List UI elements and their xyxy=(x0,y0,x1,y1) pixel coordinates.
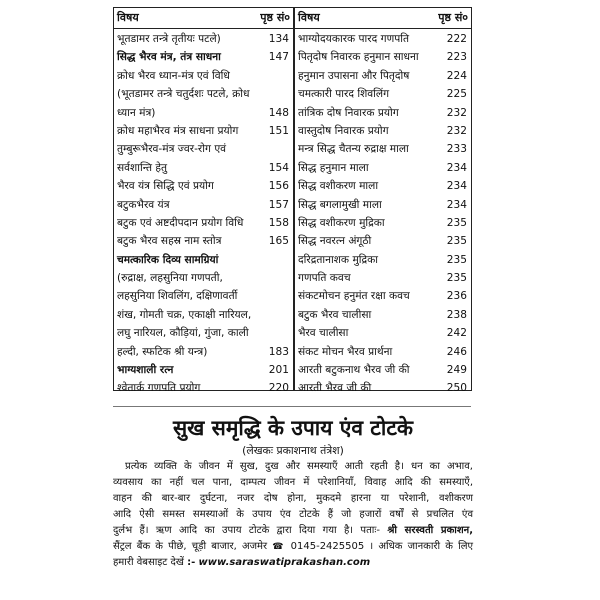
entry-title: बटुक भैरव चालीसा xyxy=(298,308,372,321)
entry-page-number: 165 xyxy=(268,235,289,248)
entry-title: हल्दी, स्फटिक श्री यन्त्र) xyxy=(117,345,208,358)
website-link[interactable]: www.saraswatiprakashan.com xyxy=(198,557,371,569)
entry-page-number: 148 xyxy=(268,106,289,119)
ad-line: आदि ऐसी समस्त समस्याओं के उपाय एंव टोटके हैं जो हजारों वर्षों से प्रचलित एंव xyxy=(113,508,473,520)
entry-page-number: 156 xyxy=(268,180,289,193)
section-divider xyxy=(113,406,471,407)
entry-title: तुम्बुरूभैरव-मंत्र ज्वर-रोग एवं xyxy=(117,143,227,156)
index-entry xyxy=(114,214,293,232)
phone-number: 0145-2425505 xyxy=(290,540,365,552)
index-entry xyxy=(295,159,471,177)
index-entry xyxy=(114,324,293,342)
index-entry xyxy=(295,196,471,214)
ad-line xyxy=(113,539,473,556)
entry-title: भूतडामर तन्त्रे तृतीयः पटले) xyxy=(117,33,221,45)
entry-page-number: 134 xyxy=(268,33,289,45)
entry-title: संकटमोचन हनुमंत रक्षा कवच xyxy=(298,290,410,303)
index-entry xyxy=(295,67,471,85)
entry-title: आरती भैरव जी की xyxy=(298,382,372,395)
ad-text: दुर्लभ हैं। ऋण आदि का उपाय टोटके द्वारा दिया गया है। पताः- xyxy=(113,524,380,536)
index-entry xyxy=(114,232,293,250)
entry-page-number: 157 xyxy=(268,198,289,211)
index-entry xyxy=(114,196,293,214)
index-entry xyxy=(295,104,471,122)
index-entry xyxy=(295,30,471,48)
entry-title: क्रोध महाभैरव मंत्र साधना प्रयोग xyxy=(117,124,239,137)
ad-body xyxy=(113,459,473,571)
index-entry xyxy=(295,343,471,361)
index-entry xyxy=(295,306,471,324)
entry-page-number: 242 xyxy=(446,327,467,340)
right-entries xyxy=(295,28,471,398)
entry-page-number: 235 xyxy=(446,272,467,285)
ad-text: हमारी वेबसाइट देखें xyxy=(113,557,184,569)
index-entry xyxy=(295,269,471,287)
entry-title: चमत्कारिक दिव्य सामग्रियां xyxy=(117,253,219,266)
index-entry xyxy=(295,177,471,195)
contents-table xyxy=(113,7,472,395)
entry-title: वास्तुदोष निवारक प्रयोग xyxy=(298,124,389,137)
entry-page-number: 238 xyxy=(446,308,467,321)
entry-page-number: 234 xyxy=(446,180,467,193)
entry-title: चमत्कारी पारद शिवलिंग xyxy=(298,88,390,101)
index-entry xyxy=(295,85,471,103)
entry-page-number: 236 xyxy=(446,290,467,303)
entry-title: भाग्योदयकारक पारद गणपति xyxy=(298,33,410,45)
entry-title: मन्त्र सिद्ध चैतन्य रुद्राक्ष माला xyxy=(298,143,409,156)
subject-header: विषय xyxy=(298,11,320,24)
index-entry xyxy=(114,379,293,397)
arrow-text: :- xyxy=(187,557,196,569)
index-entry xyxy=(295,251,471,269)
entry-title: सिद्ध नवरत्न अंगूठी xyxy=(298,235,372,248)
entry-title: (भूतडामर तन्त्रे चतुर्दशः पटले, क्रोध xyxy=(117,88,250,101)
entry-title: क्रोध भैरव ध्यान-मंत्र एवं विधि xyxy=(117,69,230,82)
ad-line xyxy=(113,555,473,571)
entry-page-number: 201 xyxy=(268,364,289,377)
left-column-header xyxy=(114,8,293,28)
index-entry xyxy=(114,30,293,48)
entry-page-number: 234 xyxy=(446,161,467,174)
entry-title: आरती बटुकनाथ भैरव जी की xyxy=(298,364,410,377)
index-entry xyxy=(295,122,471,140)
entry-title: भैरव चालीसा xyxy=(298,327,349,340)
entry-page-number: 232 xyxy=(446,124,467,137)
ad-line: व्यवसाय का नहीं चल पाना, दाम्पत्य जीवन में परेशानियाँ, विवाह आदि की समस्याएँ, xyxy=(113,476,473,488)
index-entry xyxy=(114,67,293,85)
entry-page-number: 147 xyxy=(268,51,289,64)
entry-title: बटुक भैरव सहस्र नाम स्तोत्र xyxy=(117,235,222,248)
index-entry xyxy=(295,232,471,250)
entry-title: दरिद्रतानाशक मुद्रिका xyxy=(298,253,379,266)
index-entry xyxy=(114,85,293,103)
ad-line xyxy=(113,523,473,539)
entry-title: भैरव यंत्र सिद्धि एवं प्रयोग xyxy=(117,180,214,193)
entry-page-number: 235 xyxy=(446,235,467,248)
ad-title: सुख समृद्धि के उपाय एंव टोटके xyxy=(172,416,414,440)
entry-page-number: 234 xyxy=(446,198,467,211)
book-advertisement xyxy=(113,414,473,571)
entry-page-number: 154 xyxy=(268,161,289,174)
index-entry xyxy=(114,104,293,122)
right-column xyxy=(295,8,471,398)
entry-title: बटुकभैरव यंत्र xyxy=(117,198,170,211)
index-entry xyxy=(295,379,471,397)
index-entry xyxy=(114,269,293,287)
entry-title: तांत्रिक दोष निवारक प्रयोग xyxy=(298,106,399,119)
entry-title: श्वेतार्क गणपति प्रयोग xyxy=(117,382,201,395)
left-column xyxy=(114,8,293,398)
ad-author: (लेखकः प्रकाशनाथ तंत्रेश) xyxy=(242,444,344,457)
address-text: सैंट्रल बैंक के पीछे, चूड़ी बाजार, अजमेर xyxy=(113,540,268,552)
ad-text: । अधिक जानकारी के लिए xyxy=(369,540,473,552)
entry-title: पितृदोष निवारक हनुमान साधना xyxy=(298,51,419,64)
entry-page-number: 232 xyxy=(446,106,467,119)
index-entry xyxy=(295,287,471,305)
entry-title: सिद्ध भैरव मंत्र, तंत्र साधना xyxy=(117,51,221,64)
entry-title: सिद्ध हनुमान माला xyxy=(298,161,369,174)
entry-title: सिद्ध बगलामुखी माला xyxy=(298,198,382,211)
index-entry xyxy=(114,177,293,195)
phone-icon: ☎ xyxy=(272,541,286,552)
entry-page-number: 249 xyxy=(446,364,467,377)
entry-title: शंख, गोमती चक्र, एकाक्षी नारियल, xyxy=(117,308,252,321)
index-entry xyxy=(114,251,293,269)
entry-title: हनुमान उपासना और पितृदोष xyxy=(298,69,410,82)
entry-title: बटुक एवं अष्टदीपदान प्रयोग विधि xyxy=(117,216,244,229)
entry-page-number: 233 xyxy=(446,143,467,156)
right-column-header xyxy=(295,8,471,28)
entry-page-number: 151 xyxy=(268,124,289,137)
index-entry xyxy=(114,361,293,379)
entry-title: लघु नारियल, कौड़ियां, गुंजा, काली xyxy=(117,327,249,340)
entry-page-number: 235 xyxy=(446,253,467,266)
index-entry xyxy=(295,324,471,342)
subject-header: विषय xyxy=(117,11,139,24)
entry-title: लहसुनिया शिवलिंग, दक्षिणावर्ती xyxy=(117,290,238,303)
left-entries xyxy=(114,28,293,398)
page-header: पृष्ठ सं० xyxy=(260,11,290,24)
entry-title: सर्वशान्ति हेतु xyxy=(117,161,168,174)
entry-page-number: 223 xyxy=(446,51,467,64)
entry-page-number: 235 xyxy=(446,216,467,229)
entry-title: भाग्यशाली रत्न xyxy=(117,364,174,377)
entry-page-number: 222 xyxy=(446,33,467,45)
entry-title: सिद्ध वशीकरण मुद्रिका xyxy=(298,216,385,229)
entry-page-number: 183 xyxy=(268,345,289,358)
index-entry xyxy=(114,48,293,66)
publisher-name: श्री सरस्वती प्रकाशन, xyxy=(387,524,473,536)
index-entry xyxy=(114,287,293,305)
entry-title: ध्यान मंत्र) xyxy=(117,106,156,119)
ad-line: वाहन की बार-बार दुर्घटना, नजर दोष होना, मुकदमे हारना या परेशानी, वशीकरण xyxy=(113,492,473,504)
index-entry xyxy=(114,140,293,158)
index-entry xyxy=(295,214,471,232)
entry-page-number: 246 xyxy=(446,345,467,358)
entry-page-number: 250 xyxy=(446,382,467,395)
entry-page-number: 225 xyxy=(446,88,467,101)
entry-title: संकट मोचन भैरव प्रार्थना xyxy=(298,345,393,358)
entry-page-number: 220 xyxy=(268,382,289,395)
entry-page-number: 224 xyxy=(446,69,467,82)
entry-title: (रुद्राक्ष, लहसुनिया गणपती, xyxy=(117,272,223,285)
entry-title: गणपति कवच xyxy=(298,272,351,285)
index-entry xyxy=(114,343,293,361)
index-entry xyxy=(295,361,471,379)
ad-line: प्रत्येक व्यक्ति के जीवन में सुख, दुख और समस्याएँ आती रहती है। धन का अभाव, xyxy=(125,461,473,472)
entry-title: सिद्ध वशीकरण माला xyxy=(298,180,379,193)
index-entry xyxy=(114,122,293,140)
index-entry xyxy=(295,140,471,158)
index-entry xyxy=(114,159,293,177)
index-entry xyxy=(295,48,471,66)
entry-page-number: 158 xyxy=(268,216,289,229)
index-entry xyxy=(114,306,293,324)
page-header: पृष्ठ सं० xyxy=(438,11,468,24)
